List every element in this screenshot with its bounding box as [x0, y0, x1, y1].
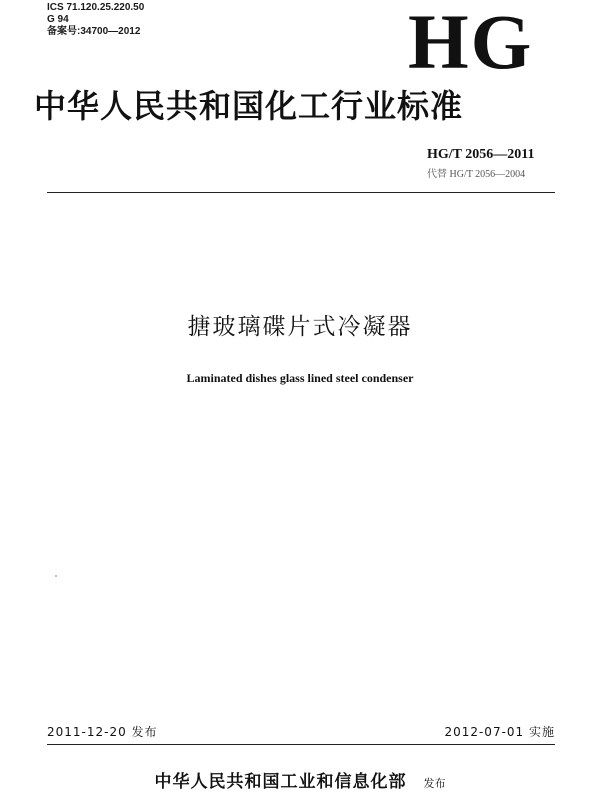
header-meta: [47, 2, 144, 38]
implementation-date: 2012-07-01 实施: [444, 725, 555, 739]
document-title-english: Laminated dishes glass lined steel condenser: [186, 371, 414, 385]
publisher-action: 发布: [423, 777, 446, 790]
publisher-name: 中华人民共和国工业和信息化部: [154, 772, 407, 792]
classification-code: G 94: [47, 14, 69, 25]
publisher-line: [0, 770, 600, 796]
scan-speck: [55, 575, 57, 577]
standard-number: HG/T 2056—2011: [427, 147, 535, 162]
hg-logo: HG: [408, 0, 534, 85]
replaces-standard: 代替 HG/T 2056—2004: [427, 169, 526, 180]
ics-code: ICS 71.120.25.220.50: [47, 2, 145, 13]
document-title-chinese: 搪玻璃碟片式冷凝器: [187, 314, 413, 340]
organization-title: 中华人民共和国化工行业标准: [34, 87, 464, 125]
bottom-divider: [47, 744, 555, 745]
issue-date: 2011-12-20 发布: [47, 725, 158, 739]
top-divider: [47, 192, 555, 193]
record-number: 备案号:34700—2012: [47, 26, 141, 37]
